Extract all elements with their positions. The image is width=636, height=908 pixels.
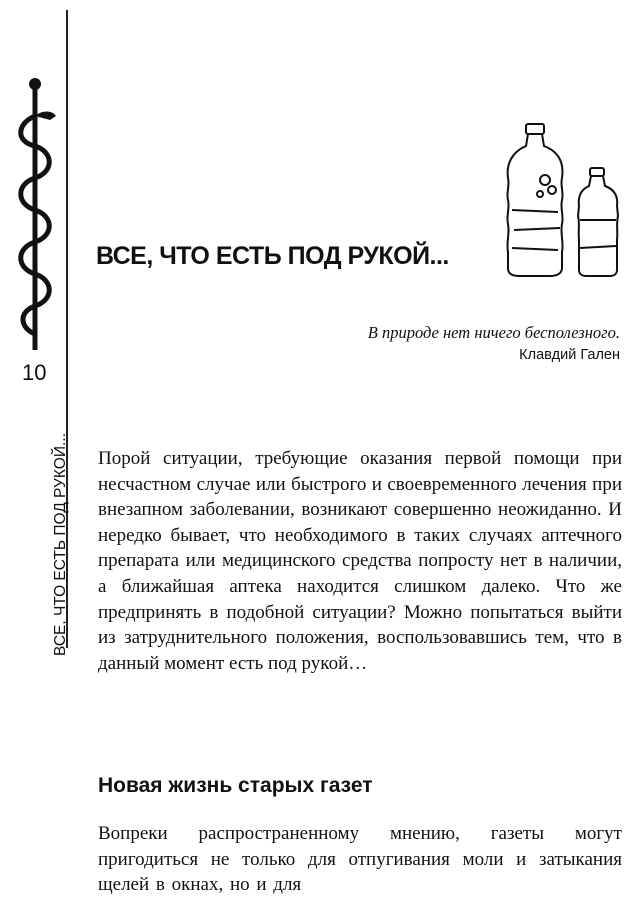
running-head: ВСЕ, ЧТО ЕСТЬ ПОД РУКОЙ... — [52, 433, 69, 656]
section-heading: Новая жизнь старых газет — [98, 774, 373, 797]
epigraph — [368, 322, 620, 366]
page-number: 10 — [22, 360, 47, 385]
chapter-title: ВСЕ, ЧТО ЕСТЬ ПОД РУКОЙ... — [96, 242, 449, 270]
water-bottles-illustration — [490, 120, 622, 280]
epigraph-quote: В природе нет ничего бесполезного. — [367, 323, 620, 342]
epigraph-author: Клавдий Гален — [519, 347, 620, 363]
serpent-staff-icon — [12, 72, 58, 372]
intro-paragraph: Порой ситуации, требующие оказания первой помощи при несчастном случае или быстрого и своевременного лечения при внезапном заболевании, возникают совершенно неожиданно. И нередко бывает, что необходимого в таких случаях аптечного препарата или медицинского средства попросту нет в наличии, а ближайшая аптека находится слишком далеко. Что же предпринять в подобной ситуации? Можно попытаться выйти из затруднительного положения, воспользовавшись тем, что в данный момент есть под рукой… — [98, 448, 622, 674]
section-paragraph: Вопреки распространенному мнению, газеты могут пригодиться не только для отпугивания моли и затыкания щелей в окнах, но и для — [98, 823, 622, 896]
